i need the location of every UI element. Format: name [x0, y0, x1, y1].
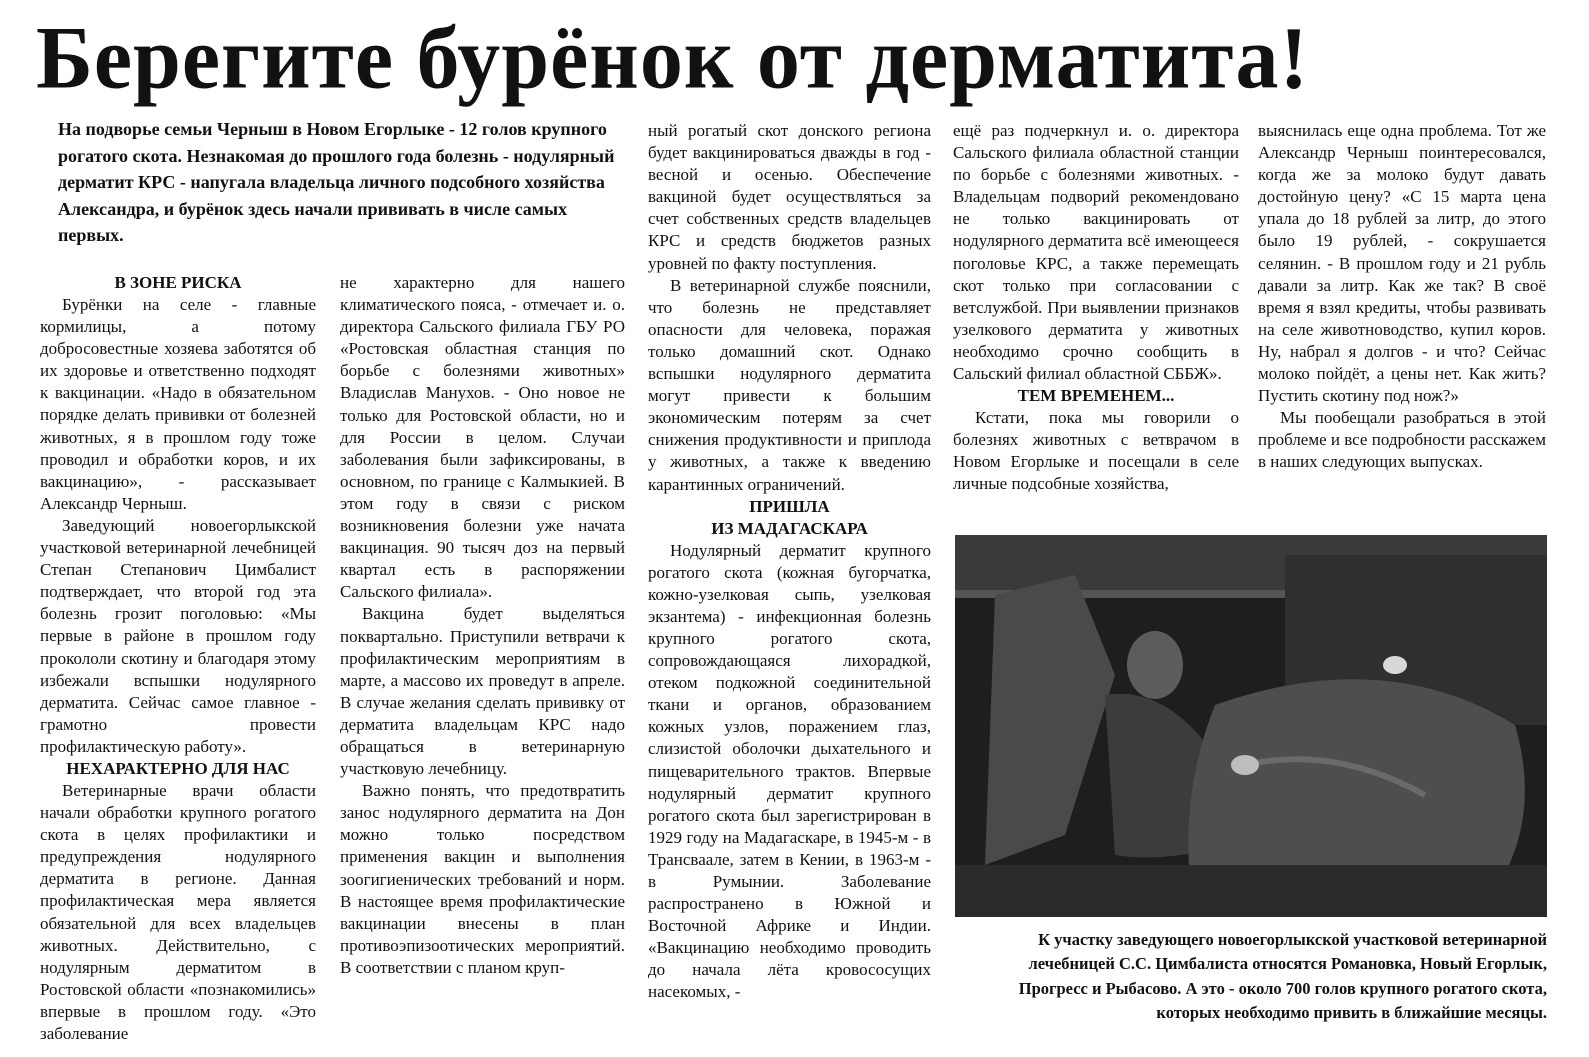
paragraph: не характерно для нашего климатического пояса, - отмечает и. о. директора Сальского филиала ГБУ РО «Ростовская областная станция по борьбе с болезнями животных» Владислав Манухов. - Оно новое не только для Ростовской области, но и для России в целом. Случаи заболевания были зафиксированы, в основном, по границе с Калмыкией. В этом году в связи с риском возникновения болезни уже начата вакцинация. 90 тысяч доз на первый квартал есть в распоряжении Сальского филиала». [340, 273, 625, 602]
column-4 [953, 120, 1239, 496]
photo-image [955, 535, 1547, 917]
paragraph: Бурёнки на селе - главные кормилицы, а потому добросовестные хозяева заботятся об их здоровье и ответственно подходят к вакцинации. «Надо в обязательном порядке делать прививки от болезней животных, я в прошлом году тоже проводил и обработки коров, и их вакцинацию», - рассказывает Александр Черныш. [40, 295, 316, 513]
photo-caption: К участку заведующего новоегорлыкской участковой ветеринарной лечебницей С.С. Цимбалиста относятся Романовка, Новый Егорлык, Прогресс и Рыбасово. А это - около 700 голов крупного рогатого скота, которых необходимо привить в ближайшие месяцы. [1018, 930, 1547, 1023]
paragraph: Нодулярный дерматит крупного рогатого скота (кожная бугорчатка, кожно-узелковая сыпь, узелковая экзантема) - инфекционная болезнь крупного рогатого скота, сопровождающаяся лихорадкой, отеком подкожной соединительной ткани и органов, образованием кожных узлов, поражением глаз, слизистой оболочки дыхательного и пищеварительного трактов. Впервые нодулярный дерматит крупного рогатого скота был зарегистрирован в 1929 году на Мадагаскаре, в 1945-м - в Трансваале, затем в Кении, в 1963-м - в Румынии. Заболевание распространено в Южной и Восточной Африке и Индии. «Вакцинацию необходимо проводить до начала лёта кровососущих насекомых, - [648, 540, 931, 1002]
paragraph: Кстати, пока мы говорили о болезнях животных с ветврачом в Новом Егорлыке и посещали в селе личные подсобные хозяйства, [953, 408, 1239, 494]
column-3 [648, 120, 931, 1004]
subheading-uncharacteristic: НЕХАРАКТЕРНО ДЛЯ НАС [66, 758, 290, 778]
paragraph: Мы пообещали разобраться в этой проблеме и все подробности расскажем в наших следующих выпусках. [1258, 408, 1546, 472]
headline: Берегите бурёнок от дерматита! [36, 8, 1310, 108]
paragraph: Заведующий новоегорлыкской участковой ветеринарной лечебницей Степан Степанович Цимбалист подтверждает, что второй год эта болезнь грозит поголовью: «Мы первые в районе в прошлом году прокололи скотину и благодаря этому избежали вспышки нодулярного дерматита. Сейчас самое главное - грамотно провести профилактическую работу». [40, 515, 316, 756]
lead-paragraph: На подворье семьи Черныш в Новом Егорлыке - 12 голов крупного рогатого скота. Незнакомая до прошлого года болезнь - нодулярный дерматит КРС - напугала владельца личного подсобного хозяйства Александра, и бурёнок здесь начали прививать в числе самых первых. [58, 119, 615, 245]
photo-vet-with-cow [955, 535, 1547, 917]
subheading-meanwhile: ТЕМ ВРЕМЕНЕМ... [1017, 386, 1175, 406]
subheading-madagascar-line2: ИЗ МАДАГАСКАРА [711, 518, 868, 538]
paragraph: выяснилась еще одна проблема. Тот же Александр Черныш поинтересовался, когда же за молоко будут давать достойную цену? «С 15 марта цена упала до 18 рублей за литр, до этого было 19 рублей, - сокрушается селянин. - В прошлом году и 21 рубль давали за литр. Как же так? В своё время я взял кредиты, чтобы развивать на селе животноводство, купил коров. Ну, набрал я долгов - и что? Сейчас молоко пойдёт, а цены нет. Как жить? Пустить скотину под нож?» [1258, 121, 1546, 406]
paragraph: ный рогатый скот донского региона будет вакцинироваться дважды в год - весной и осенью. Обеспечение вакциной будет осуществляться за счет собственных средств владельцев КРС и средств бюджетов разных уровней по факту поступления. [648, 121, 931, 273]
column-5 [1258, 120, 1546, 474]
column-2 [340, 272, 625, 979]
column-1 [40, 272, 316, 1045]
paragraph: Вакцина будет выделяться поквартально. Приступили ветврачи к профилактическим мероприятиям в марте, а массово их проведут в апреле. В случае желания сделать прививку от дерматита владельцам КРС надо обращаться в ветеринарную участковую лечебницу. [340, 604, 625, 779]
subheading-risk-zone: В ЗОНЕ РИСКА [114, 273, 242, 292]
subheading-madagascar-line1: ПРИШЛА [749, 496, 830, 516]
paragraph: Важно понять, что предотвратить занос нодулярного дерматита на Дон можно только посредством применения вакцин и выполнения зоогигиенических требований и норм. В настоящее время профилактические вакцинации внесены в план противоэпизоотических мероприятий. В соответствии с планом круп- [340, 781, 625, 977]
paragraph: В ветеринарной службе пояснили, что болезнь не представляет опасности для человека, поражая только домашний скот. Однако вспышки нодулярного дерматита могут привести к большим экономическим потерям за счет снижения продуктивности и приплода у животных, а также к введению карантинных ограничений. [648, 275, 931, 494]
paragraph: Ветеринарные врачи области начали обработки крупного рогатого скота в целях профилактики и предупреждения нодулярного дерматита в регионе. Данная профилактическая мера является обязательной для всех владельцев животных. Действительно, с нодулярным дерматитом в Ростовской области «познакомились» впервые в прошлом году. «Это заболевание [40, 780, 316, 1043]
paragraph: ещё раз подчеркнул и. о. директора Сальского филиала областной станции по борьбе с болезнями животных. - Владельцам подворий рекомендовано не только вакцинировать от нодулярного дерматита всё имеющееся поголовье КРС, а также перемещать скот только при согласовании с ветслужбой. При выявлении признаков узелкового дерматита у животных необходимо срочно сообщить в Сальский филиал областной СББЖ». [953, 121, 1239, 384]
